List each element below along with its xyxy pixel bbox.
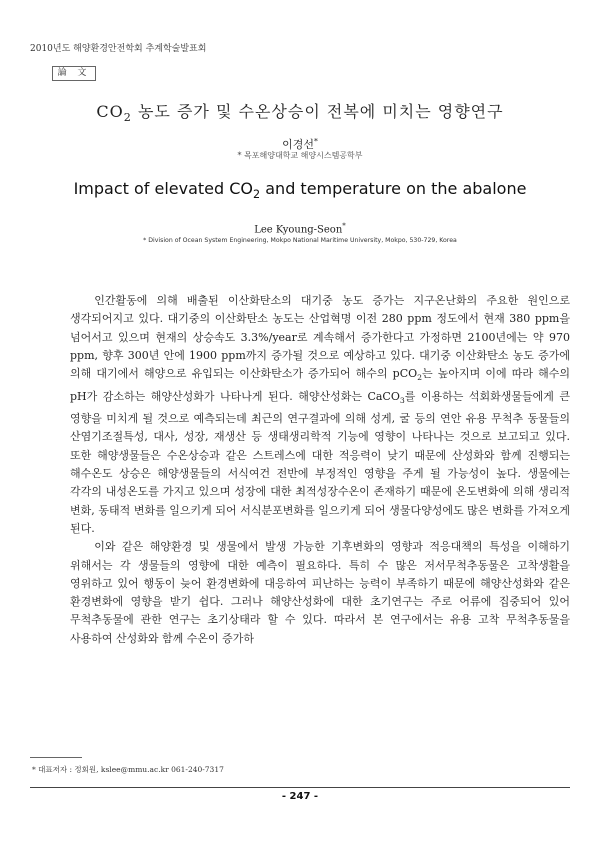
english-title (0, 179, 600, 201)
paragraph-1-part-c: 를 이용하는 석회화생물들에게 큰 영향을 미치게 될 것으로 예측되는데 최근의 연구결과에 의해 성게, 굴 등의 연안 유용 무척추 동물들의 산염기조절특성, 대사, 성장, 재생산 등 생태생리학적 기능에 영향이 나타나는 것으로 보고되고 있다. 또한 해양생물들은 수온상승과 같은 스트레스에 대한 적응력이 낮기 때문에 산성화와 함께 진행되는 해수온도 상승은 해양생물들의 서식여건 전반에 부정적인 영향을 주게 될 가능성이 높다. 생물에는 각각의 내성온도를 가지고 있으며 성장에 대한 최적성장수온이 존재하기 때문에 온도변화에 의해 생리적 변화, 동태적 변화를 일으키게 되어 서식분포변화를 일으키게 되어 생물다양성에도 많은 변화를 가져오게 된다. (70, 389, 570, 535)
korean-title-pre: CO (96, 102, 124, 121)
korean-affiliation: * 목포해양대학교 해양시스템공학부 (237, 151, 363, 160)
english-title-subscript: 2 (253, 188, 261, 202)
pco2-subscript: 2 (417, 373, 423, 383)
page-divider (30, 787, 570, 788)
footnote-divider (30, 757, 82, 758)
paragraph-1 (70, 292, 570, 538)
section-label: 論 文 (52, 66, 96, 81)
english-author (0, 222, 600, 235)
page-number: - 247 - (281, 791, 319, 802)
korean-title-post: 농도 증가 및 수온상승이 전복에 미치는 영향연구 (131, 102, 504, 121)
korean-title-subscript: 2 (123, 111, 132, 125)
paragraph-1-part-b: 는 높아지며 이에 따라 해수의 pH가 감소하는 해양산성화가 나타나게 된다. 해양산성화는 CaCO (70, 367, 570, 403)
english-affiliation: * Division of Ocean System Engineering, Mokpo National Maritime University, Mokpo, 530-729, Korea (143, 237, 457, 244)
paragraph-2: 이와 같은 해양환경 및 생물에서 발생 가능한 기후변화의 영향과 적응대책의 특성을 이해하기 위해서는 각 생물들의 영향에 대한 예측이 필요하다. 특히 수 많은 저서무척추동물은 고착생활을 영위하고 있어 행동이 늦어 환경변화에 대응하여 피난하는 능력이 부족하기 때문에 해양산성화와 같은 환경변화에 영향을 받기 쉽다. 그러나 해양산성화에 대한 초기연구는 주로 어류에 집중되어 있어 무척추동물에 관한 연구는 초기상태라 할 수 있다. 따라서 본 연구에서는 유용 고착 무척추동물을 사용하여 산성화와 함께 수온이 증가하 (70, 540, 570, 645)
body-text (70, 292, 570, 648)
conference-header: 2010년도 해양환경안전학회 추계학술발표회 (30, 44, 207, 54)
caco3-subscript: 3 (399, 395, 405, 405)
paragraph-1-part-a: 인간활동에 의해 배출된 이산화탄소의 대기중 농도 증가는 지구온난화의 주요한 원인으로 생각되어지고 있다. 대기중의 이산화탄소 농도는 산업혁명 이전 280 ppm 정도에서 현재 380 ppm을 넘어서고 있으며 현재의 상승속도 3.3%/year로 계속해서 증가한다고 가정하면 2100년에는 약 970 ppm, 향후 300년 안에 1900 ppm까지 증가될 것으로 예상하고 있다. 대기중 이산화탄소 농도 증가에 의해 대기에서 해양으로 유입되는 이산화탄소가 증가되어 해수의 pCO (70, 294, 570, 381)
english-author-name: Lee Kyoung-Seon (254, 224, 343, 236)
footnote: * 대표저자 : 정회원, kslee@mmu.ac.kr 061-240-7317 (32, 765, 224, 774)
korean-author-name: 이경선 (282, 138, 315, 151)
korean-title (0, 99, 600, 124)
english-author-mark: * (342, 222, 346, 230)
english-title-pre: Impact of elevated CO (73, 179, 254, 198)
english-title-post: and temperature on the abalone (260, 179, 527, 198)
korean-author-mark: * (314, 136, 318, 146)
